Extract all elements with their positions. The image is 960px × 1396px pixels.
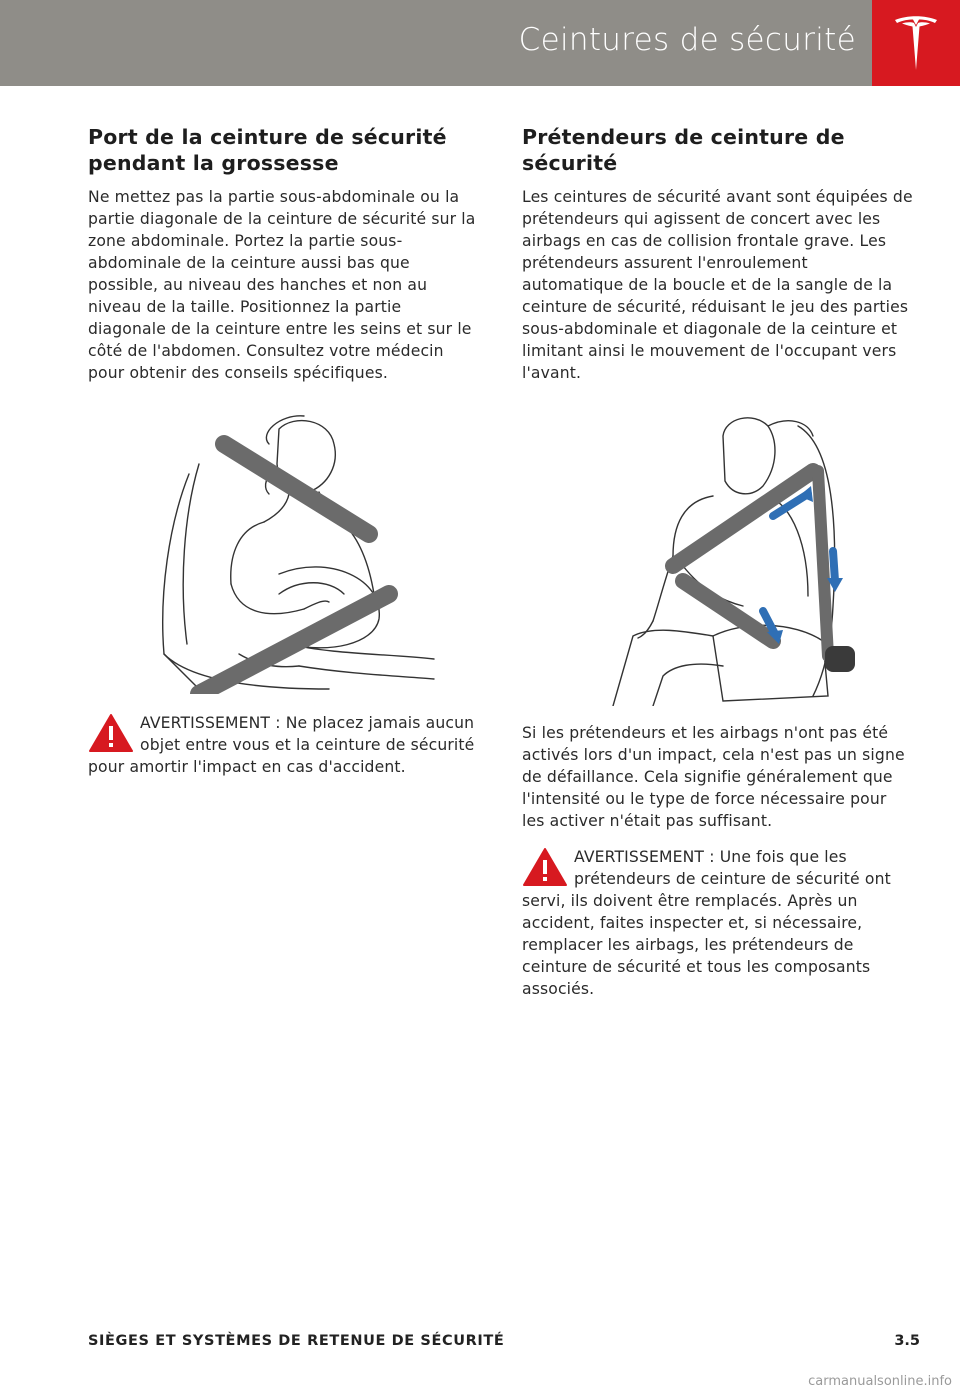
watermark: carmanualsonline.info	[808, 1374, 952, 1389]
left-column	[88, 124, 480, 778]
page-header	[0, 0, 960, 86]
pretensioners-paragraph-2: Si les prétendeurs et les airbags n'ont pas été activés lors d'un impact, cela n'est pas un signe de défaillance. Cela signifie généralement que l'intensité ou le type de force nécessaire pour les activer n'était pas suffisant.	[522, 724, 905, 830]
pretensioners-paragraph-1: Les ceintures de sécurité avant sont équipées de prétendeurs qui agissent de concert avec les airbags en cas de collision frontale grave. Les prétendeurs assurent l'enroulement automatique de la boucle et de la sangle de la ceinture de sécurité, réduisant le jeu des parties sous-abdominale et diagonale de la ceinture et limitant ainsi le mouvement de l'occupant vers l'avant.	[522, 188, 913, 382]
right-column	[522, 124, 914, 1000]
pretensioner-occupant-drawing	[573, 406, 863, 706]
warning-triangle-icon	[88, 713, 134, 753]
tesla-logo-icon	[893, 14, 939, 72]
pretensioner-warning	[522, 846, 914, 1000]
pregnancy-warning	[88, 712, 480, 778]
pretensioner-illustration	[573, 406, 863, 706]
pregnant-seatbelt-illustration	[129, 404, 439, 694]
pregnant-occupant-drawing	[129, 404, 439, 694]
pregnancy-paragraph: Ne mettez pas la partie sous-abdominale ou la partie diagonale de la ceinture de sécurité sur la zone abdominale. Portez la partie sous-abdominale de la ceinture aussi bas que possible, au niveau des hanches et non au niveau de la taille. Positionnez la partie diagonale de la ceinture entre les seins et sur le côté de l'abdomen. Consultez votre médecin pour obtenir des conseils spécifiques.	[88, 188, 476, 382]
page-title: Ceintures de sécurité	[518, 22, 856, 58]
footer-page-number: 3.5	[894, 1333, 920, 1349]
section-heading-pregnancy: Port de la ceinture de sécurité pendant la grossesse	[88, 125, 447, 175]
footer-section-title: SIÈGES ET SYSTÈMES DE RETENUE DE SÉCURITÉ	[88, 1333, 505, 1349]
pregnancy-warning-text: AVERTISSEMENT : Ne placez jamais aucun objet entre vous et la ceinture de sécurité pour amortir l'impact en cas d'accident.	[88, 714, 475, 776]
logo-box	[872, 0, 960, 86]
pretensioner-warning-text: AVERTISSEMENT : Une fois que les prétendeurs de ceinture de sécurité ont servi, ils doivent être remplacés. Après un accident, faites inspecter et, si nécessaire, remplacer les airbags, les prétendeurs de ceinture de sécurité et tous les composants associés.	[522, 848, 891, 998]
warning-triangle-icon	[522, 847, 568, 887]
section-heading-pretensioners: Prétendeurs de ceinture de sécurité	[522, 125, 845, 175]
